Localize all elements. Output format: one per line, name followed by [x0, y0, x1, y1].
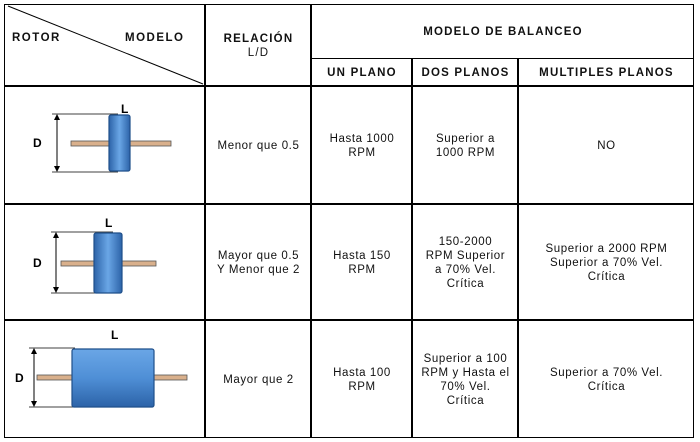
row3-multiples-line2: Crítica — [587, 380, 626, 393]
row2-dos-planos-line2: RPM Superior — [425, 249, 506, 262]
row1-relacion-cell — [205, 86, 311, 204]
row3-dos-planos-line4: Crítica — [446, 394, 485, 407]
divider-under-header — [4, 85, 694, 87]
row3-dos-planos-line1: Superior a 100 — [423, 352, 508, 365]
row1-un-plano-line1: Hasta 1000 — [329, 132, 395, 145]
header-dos-planos: DOS PLANOS — [421, 66, 510, 79]
row2-un-plano-line1: Hasta 150 — [333, 249, 391, 262]
header-modelo-balanceo: MODELO DE BALANCEO — [423, 25, 583, 38]
row2-multiples-line1: Superior a 2000 RPM — [545, 242, 668, 255]
header-relacion-line1: RELACIÓN — [223, 32, 294, 45]
row3-dos-planos-line3: 70% Vel. — [440, 380, 491, 393]
row1-diagram-D: D — [33, 136, 43, 150]
row1-relacion-line1: Menor que 0.5 — [217, 139, 300, 152]
row3-un-plano-line2: RPM — [348, 380, 376, 393]
row1-dos-planos-line1: Superior a — [435, 132, 496, 145]
header-un-plano-cell — [311, 58, 412, 86]
row2-dos-planos-line3: a 70% Vel. — [435, 263, 496, 276]
row2-dos-planos-line1: 150-2000 — [438, 235, 493, 248]
rotor-diagram-short — [5, 87, 206, 205]
divider-after-relacion — [310, 4, 312, 438]
row1-dos-planos-cell — [412, 86, 518, 204]
row2-multiples-cell — [518, 204, 694, 320]
row3-dos-planos-cell — [412, 320, 518, 438]
header-relacion-cell — [205, 4, 311, 86]
header-rotor-label: ROTOR — [12, 32, 61, 44]
row3-diagram-cell — [4, 320, 205, 438]
row3-diagram-L: L — [111, 328, 119, 342]
row3-dos-planos-line2: RPM y Hasta el — [421, 366, 510, 379]
header-modelo-label: MODELO — [125, 32, 185, 44]
row2-un-plano-line2: RPM — [348, 263, 376, 276]
header-modelo-balanceo-cell — [311, 4, 694, 58]
header-un-plano: UN PLANO — [327, 66, 397, 79]
row1-multiples-line1: NO — [597, 139, 616, 152]
row2-relacion-line1: Mayor que 0.5 — [217, 249, 300, 262]
row2-diagram-D: D — [33, 256, 43, 270]
row2-relacion-line2: Y Menor que 2 — [216, 263, 301, 276]
row2-relacion-cell — [205, 204, 311, 320]
divider-after-dos-planos — [517, 58, 519, 438]
divider-after-un-plano — [411, 58, 413, 438]
row1-diagram-L: L — [121, 102, 129, 116]
header-multiples-planos: MULTIPLES PLANOS — [539, 66, 674, 79]
row2-diagram-cell — [4, 204, 205, 320]
header-dos-planos-cell — [412, 58, 518, 86]
row2-dos-planos-line4: Crítica — [446, 277, 485, 290]
row1-un-plano-line2: RPM — [348, 146, 376, 159]
row2-diagram-L: L — [105, 216, 113, 230]
row2-multiples-line3: Crítica — [587, 270, 626, 283]
row1-multiples-cell — [518, 86, 694, 204]
header-relacion-line2: L/D — [247, 46, 270, 59]
row3-un-plano-line1: Hasta 100 — [333, 366, 391, 379]
row2-dos-planos-cell — [412, 204, 518, 320]
header-multiples-cell — [518, 58, 694, 86]
rotor-diagram-medium — [5, 205, 206, 321]
row1-dos-planos-line2: 1000 RPM — [435, 146, 496, 159]
row1-diagram-cell — [4, 86, 205, 204]
divider-under-row1 — [4, 203, 694, 205]
row3-multiples-cell — [518, 320, 694, 438]
row1-un-plano-cell — [311, 86, 412, 204]
divider-after-diagram — [204, 4, 206, 438]
row3-relacion-line1: Mayor que 2 — [223, 373, 294, 386]
divider-under-row2 — [4, 319, 694, 321]
row3-un-plano-cell — [311, 320, 412, 438]
row3-diagram-D: D — [15, 371, 25, 385]
row2-un-plano-cell — [311, 204, 412, 320]
row3-relacion-cell — [205, 320, 311, 438]
row2-multiples-line2: Superior a 70% Vel. — [549, 256, 664, 269]
row3-multiples-line1: Superior a 70% Vel. — [549, 366, 664, 379]
rotor-diagram-long — [5, 321, 206, 439]
